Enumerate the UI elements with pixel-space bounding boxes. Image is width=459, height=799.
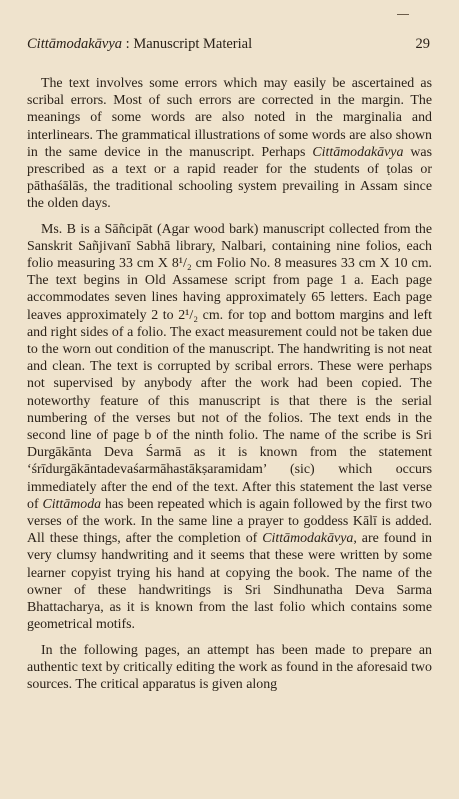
- paragraph-2-italic-title-b: Cittāmodakāvya: [262, 531, 354, 547]
- paragraph-2: [27, 221, 432, 634]
- paragraph-3-text: In the following pages, an attempt has been made to prepare an authentic text by critically editing the work as found in the aforesaid two sources. The critical apparatus is given along: [27, 642, 432, 692]
- paragraph-1-text-b: was prescribed as a text or a rapid reader for the students of ṭolas or pāthaśālās, the traditional schooling system prevailing in Assam since the olden days.: [27, 144, 432, 212]
- paragraph-1-text-a: The text involves some errors which may easily be ascertained as scribal errors. Most of such errors are corrected in the margin. The meanings of some words are also noted in the marginalia and interlinears. The grammatical illustrations of some words are also shown in the same device in the manuscript. Perhaps: [27, 76, 432, 160]
- running-title-rest: : Manuscript Material: [122, 36, 253, 52]
- page-number: 29: [415, 36, 430, 52]
- running-title-italic: Cittāmodakāvya: [27, 36, 123, 52]
- paragraph-2-text-b: has been repeated which is again followed by the first two verses of the work. In the same line a prayer to goddess Kālī is added. All these things, after the completion of: [27, 496, 433, 547]
- paragraph-2-text-c: , are found in very clumsy handwriting and it seems that these were written by some learner copyist trying his hand at copying the book. The name of the owner of these handwritings is Sri Sindhunatha Deva Sarma Bhattacharya, as it is known from the last folio which contains some geometrical motifs.: [27, 531, 432, 633]
- body-text: [27, 75, 432, 701]
- paragraph-2-text-a: Ms. B is a Sāñcipāt (Agar wood bark) manuscript collected from the Sanskrit Sañjivanī Sabhā library, Nalbari, containing nine folios, each folio measuring 33 cm X 8¹/₂ cm Folio No. 8 measures 33 cm X 10 cm. The text begins in Old Assamese script from page 1 a. Each page accommodates seven lines having approximately 65 letters. Each page leaves approximately 2 to 2¹/₂ cm. for top and bottom margins and left and right sides of a folio. The exact measurement could not be taken due to the worn out condition of the manuscript. The handwriting is not neat and clean. The text is corrupted by scribal errors. These were perhaps not supervised by anybody after the work had been copied. The noteworthy feature of this manuscript is that there is the serial numbering of the verses but not of the folios. The text ends in the second line of page b of the ninth folio. The name of the scribe is Sri Durgākānta Deva Śarmā as it is known from the statement ‘śrīdurgākāntadevaśarmāhastākṣaramidam’ (sic) which occurs immediately after the end of the text. After this statement the last verse of: [27, 221, 432, 512]
- paragraph-1: [27, 75, 432, 213]
- paragraph-1-italic-title: Cittāmodakāvya: [312, 144, 404, 160]
- running-title: [27, 36, 252, 53]
- page-corner-mark: [397, 14, 409, 15]
- running-header: [27, 36, 432, 56]
- paragraph-2-italic-title-a: Cittāmoda: [42, 496, 102, 512]
- paragraph-3: [27, 642, 432, 694]
